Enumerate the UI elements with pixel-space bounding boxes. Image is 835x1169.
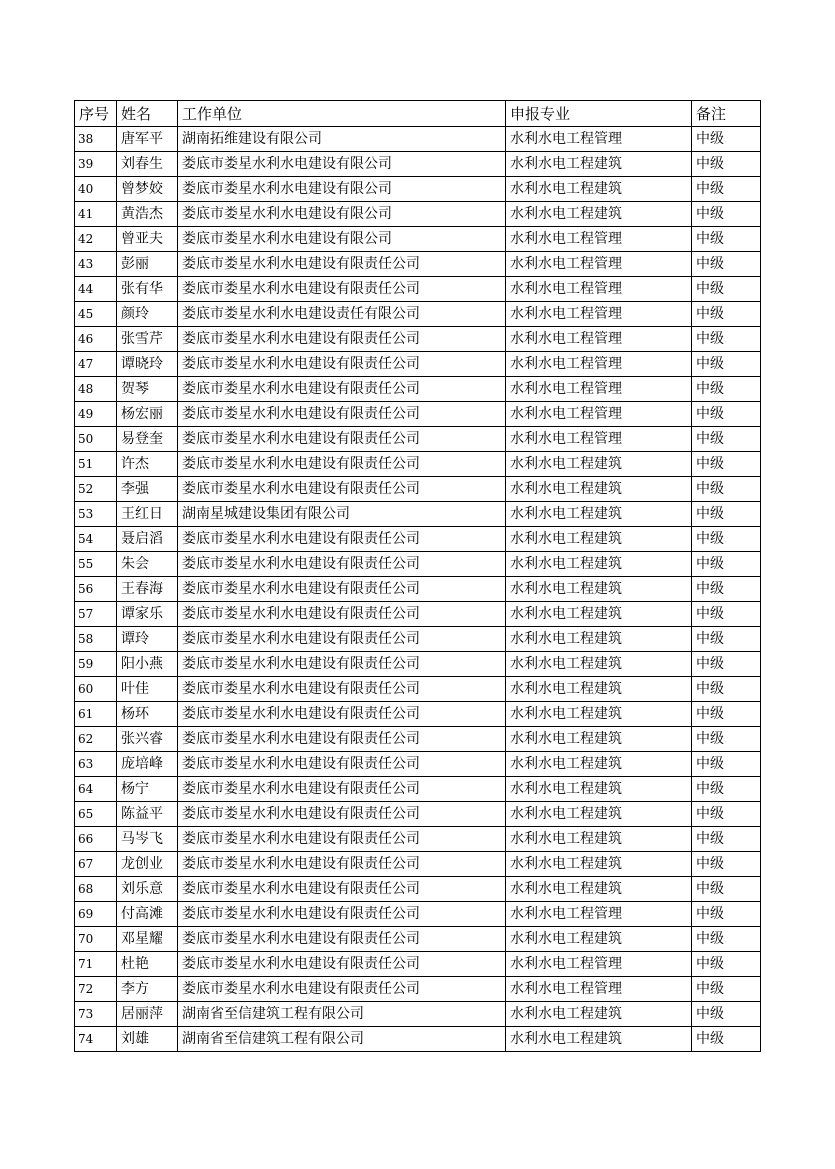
- cell-major: 水利水电工程建筑: [506, 177, 692, 202]
- cell-name: 马岑飞: [117, 827, 178, 852]
- cell-work-unit: 娄底市娄星水利水电建设有限责任公司: [178, 802, 506, 827]
- cell-remark: 中级: [692, 777, 761, 802]
- cell-number: 61: [75, 702, 117, 727]
- cell-name: 朱会: [117, 552, 178, 577]
- cell-number: 42: [75, 227, 117, 252]
- table-row: [75, 602, 761, 627]
- cell-number: 54: [75, 527, 117, 552]
- cell-remark: 中级: [692, 227, 761, 252]
- table-row: [75, 202, 761, 227]
- cell-work-unit: 娄底市娄星水利水电建设有限责任公司: [178, 602, 506, 627]
- cell-name: 陈益平: [117, 802, 178, 827]
- header-remark: 备注: [692, 101, 761, 127]
- header-major: 申报专业: [506, 101, 692, 127]
- cell-number: 71: [75, 952, 117, 977]
- table-row: [75, 777, 761, 802]
- cell-name: 庞培峰: [117, 752, 178, 777]
- cell-remark: 中级: [692, 452, 761, 477]
- cell-remark: 中级: [692, 727, 761, 752]
- cell-work-unit: 娄底市娄星水利水电建设有限责任公司: [178, 252, 506, 277]
- cell-remark: 中级: [692, 177, 761, 202]
- cell-remark: 中级: [692, 827, 761, 852]
- cell-name: 叶佳: [117, 677, 178, 702]
- table-row: [75, 902, 761, 927]
- cell-name: 龙创业: [117, 852, 178, 877]
- table-row: [75, 252, 761, 277]
- cell-remark: 中级: [692, 852, 761, 877]
- cell-work-unit: 娄底市娄星水利水电建设有限公司: [178, 227, 506, 252]
- cell-remark: 中级: [692, 427, 761, 452]
- table-row: [75, 927, 761, 952]
- cell-remark: 中级: [692, 752, 761, 777]
- cell-work-unit: 娄底市娄星水利水电建设有限责任公司: [178, 752, 506, 777]
- cell-number: 45: [75, 302, 117, 327]
- cell-work-unit: 湖南拓维建设有限公司: [178, 127, 506, 152]
- cell-name: 王春海: [117, 577, 178, 602]
- table-row: [75, 827, 761, 852]
- cell-name: 黄浩杰: [117, 202, 178, 227]
- table-row: [75, 452, 761, 477]
- cell-remark: 中级: [692, 977, 761, 1002]
- cell-name: 颜玲: [117, 302, 178, 327]
- cell-number: 49: [75, 402, 117, 427]
- cell-work-unit: 娄底市娄星水利水电建设有限责任公司: [178, 402, 506, 427]
- cell-work-unit: 娄底市娄星水利水电建设有限责任公司: [178, 877, 506, 902]
- cell-remark: 中级: [692, 127, 761, 152]
- cell-name: 王红日: [117, 502, 178, 527]
- cell-number: 46: [75, 327, 117, 352]
- table-row: [75, 402, 761, 427]
- cell-major: 水利水电工程管理: [506, 427, 692, 452]
- cell-remark: 中级: [692, 952, 761, 977]
- table-row: [75, 577, 761, 602]
- cell-work-unit: 湖南省至信建筑工程有限公司: [178, 1002, 506, 1027]
- cell-remark: 中级: [692, 152, 761, 177]
- cell-major: 水利水电工程建筑: [506, 877, 692, 902]
- table-row: [75, 127, 761, 152]
- cell-major: 水利水电工程建筑: [506, 652, 692, 677]
- cell-name: 付高滩: [117, 902, 178, 927]
- cell-number: 64: [75, 777, 117, 802]
- cell-remark: 中级: [692, 877, 761, 902]
- applicant-table: [74, 100, 761, 1052]
- table-row: [75, 652, 761, 677]
- table-row: [75, 702, 761, 727]
- header-work-unit: 工作单位: [178, 101, 506, 127]
- cell-remark: 中级: [692, 277, 761, 302]
- cell-remark: 中级: [692, 477, 761, 502]
- cell-work-unit: 娄底市娄星水利水电建设有限责任公司: [178, 327, 506, 352]
- cell-remark: 中级: [692, 1002, 761, 1027]
- cell-major: 水利水电工程管理: [506, 352, 692, 377]
- cell-name: 杨宏丽: [117, 402, 178, 427]
- cell-number: 56: [75, 577, 117, 602]
- cell-remark: 中级: [692, 702, 761, 727]
- cell-number: 41: [75, 202, 117, 227]
- table-row: [75, 352, 761, 377]
- cell-name: 曾梦姣: [117, 177, 178, 202]
- table-row: [75, 627, 761, 652]
- cell-remark: 中级: [692, 552, 761, 577]
- cell-number: 44: [75, 277, 117, 302]
- cell-number: 74: [75, 1027, 117, 1052]
- cell-major: 水利水电工程建筑: [506, 527, 692, 552]
- cell-name: 彭丽: [117, 252, 178, 277]
- table-row: [75, 952, 761, 977]
- cell-remark: 中级: [692, 352, 761, 377]
- cell-number: 65: [75, 802, 117, 827]
- table-row: [75, 752, 761, 777]
- cell-name: 刘春生: [117, 152, 178, 177]
- cell-remark: 中级: [692, 327, 761, 352]
- cell-major: 水利水电工程管理: [506, 277, 692, 302]
- cell-number: 60: [75, 677, 117, 702]
- cell-major: 水利水电工程建筑: [506, 727, 692, 752]
- cell-number: 62: [75, 727, 117, 752]
- table-row: [75, 552, 761, 577]
- cell-remark: 中级: [692, 377, 761, 402]
- table-row: [75, 177, 761, 202]
- cell-major: 水利水电工程建筑: [506, 1002, 692, 1027]
- cell-major: 水利水电工程建筑: [506, 602, 692, 627]
- cell-work-unit: 娄底市娄星水利水电建设有限公司: [178, 152, 506, 177]
- cell-name: 杜艳: [117, 952, 178, 977]
- cell-remark: 中级: [692, 502, 761, 527]
- cell-work-unit: 娄底市娄星水利水电建设有限责任公司: [178, 952, 506, 977]
- cell-number: 68: [75, 877, 117, 902]
- table-row: [75, 1027, 761, 1052]
- cell-name: 张兴睿: [117, 727, 178, 752]
- cell-major: 水利水电工程建筑: [506, 927, 692, 952]
- table-row: [75, 377, 761, 402]
- cell-name: 杨环: [117, 702, 178, 727]
- cell-work-unit: 娄底市娄星水利水电建设有限责任公司: [178, 477, 506, 502]
- cell-work-unit: 娄底市娄星水利水电建设有限责任公司: [178, 527, 506, 552]
- cell-major: 水利水电工程建筑: [506, 827, 692, 852]
- cell-major: 水利水电工程管理: [506, 377, 692, 402]
- cell-work-unit: 娄底市娄星水利水电建设有限责任公司: [178, 852, 506, 877]
- cell-name: 居丽萍: [117, 1002, 178, 1027]
- table-body: [75, 127, 761, 1052]
- cell-major: 水利水电工程管理: [506, 127, 692, 152]
- header-number: 序号: [75, 101, 117, 127]
- cell-remark: 中级: [692, 202, 761, 227]
- cell-number: 66: [75, 827, 117, 852]
- cell-number: 52: [75, 477, 117, 502]
- cell-number: 57: [75, 602, 117, 627]
- cell-number: 73: [75, 1002, 117, 1027]
- cell-remark: 中级: [692, 927, 761, 952]
- cell-major: 水利水电工程管理: [506, 952, 692, 977]
- table-row: [75, 877, 761, 902]
- cell-major: 水利水电工程建筑: [506, 502, 692, 527]
- cell-number: 40: [75, 177, 117, 202]
- cell-work-unit: 娄底市娄星水利水电建设有限责任公司: [178, 452, 506, 477]
- table-header-row: [75, 101, 761, 127]
- cell-work-unit: 娄底市娄星水利水电建设有限责任公司: [178, 652, 506, 677]
- cell-name: 杨宁: [117, 777, 178, 802]
- cell-number: 59: [75, 652, 117, 677]
- cell-remark: 中级: [692, 527, 761, 552]
- cell-number: 70: [75, 927, 117, 952]
- cell-work-unit: 娄底市娄星水利水电建设有限责任公司: [178, 777, 506, 802]
- cell-name: 易登奎: [117, 427, 178, 452]
- cell-work-unit: 娄底市娄星水利水电建设有限责任公司: [178, 727, 506, 752]
- cell-number: 51: [75, 452, 117, 477]
- cell-name: 曾亚夫: [117, 227, 178, 252]
- cell-number: 53: [75, 502, 117, 527]
- cell-major: 水利水电工程建筑: [506, 702, 692, 727]
- cell-major: 水利水电工程建筑: [506, 1027, 692, 1052]
- cell-major: 水利水电工程建筑: [506, 152, 692, 177]
- cell-major: 水利水电工程建筑: [506, 577, 692, 602]
- cell-work-unit: 娄底市娄星水利水电建设有限公司: [178, 177, 506, 202]
- cell-work-unit: 娄底市娄星水利水电建设有限责任公司: [178, 702, 506, 727]
- cell-name: 谭家乐: [117, 602, 178, 627]
- table-row: [75, 802, 761, 827]
- cell-name: 阳小燕: [117, 652, 178, 677]
- cell-number: 48: [75, 377, 117, 402]
- cell-remark: 中级: [692, 577, 761, 602]
- header-name: 姓名: [117, 101, 178, 127]
- cell-remark: 中级: [692, 1027, 761, 1052]
- cell-major: 水利水电工程建筑: [506, 477, 692, 502]
- cell-name: 张雪芹: [117, 327, 178, 352]
- cell-major: 水利水电工程建筑: [506, 452, 692, 477]
- cell-major: 水利水电工程建筑: [506, 552, 692, 577]
- cell-remark: 中级: [692, 652, 761, 677]
- cell-number: 72: [75, 977, 117, 1002]
- table-row: [75, 227, 761, 252]
- table-row: [75, 427, 761, 452]
- table-row: [75, 277, 761, 302]
- cell-work-unit: 娄底市娄星水利水电建设有限责任公司: [178, 627, 506, 652]
- cell-work-unit: 娄底市娄星水利水电建设有限公司: [178, 202, 506, 227]
- cell-number: 43: [75, 252, 117, 277]
- cell-name: 刘雄: [117, 1027, 178, 1052]
- cell-name: 贺琴: [117, 377, 178, 402]
- cell-work-unit: 娄底市娄星水利水电建设有限责任公司: [178, 902, 506, 927]
- cell-major: 水利水电工程建筑: [506, 802, 692, 827]
- cell-name: 李强: [117, 477, 178, 502]
- cell-work-unit: 娄底市娄星水利水电建设责任有限公司: [178, 302, 506, 327]
- cell-work-unit: 湖南省至信建筑工程有限公司: [178, 1027, 506, 1052]
- table-row: [75, 1002, 761, 1027]
- cell-remark: 中级: [692, 402, 761, 427]
- cell-work-unit: 娄底市娄星水利水电建设有限责任公司: [178, 677, 506, 702]
- cell-number: 38: [75, 127, 117, 152]
- table-row: [75, 852, 761, 877]
- cell-number: 39: [75, 152, 117, 177]
- cell-major: 水利水电工程建筑: [506, 852, 692, 877]
- cell-remark: 中级: [692, 627, 761, 652]
- cell-major: 水利水电工程建筑: [506, 202, 692, 227]
- cell-name: 谭玲: [117, 627, 178, 652]
- table-row: [75, 152, 761, 177]
- cell-number: 69: [75, 902, 117, 927]
- cell-number: 47: [75, 352, 117, 377]
- cell-major: 水利水电工程管理: [506, 977, 692, 1002]
- cell-name: 邓星耀: [117, 927, 178, 952]
- cell-remark: 中级: [692, 252, 761, 277]
- cell-name: 张有华: [117, 277, 178, 302]
- cell-major: 水利水电工程管理: [506, 327, 692, 352]
- cell-major: 水利水电工程建筑: [506, 777, 692, 802]
- cell-remark: 中级: [692, 302, 761, 327]
- cell-name: 许杰: [117, 452, 178, 477]
- cell-work-unit: 娄底市娄星水利水电建设有限责任公司: [178, 552, 506, 577]
- cell-work-unit: 娄底市娄星水利水电建设有限责任公司: [178, 377, 506, 402]
- table-row: [75, 527, 761, 552]
- cell-number: 58: [75, 627, 117, 652]
- cell-remark: 中级: [692, 677, 761, 702]
- cell-major: 水利水电工程建筑: [506, 677, 692, 702]
- cell-major: 水利水电工程管理: [506, 252, 692, 277]
- cell-work-unit: 娄底市娄星水利水电建设有限责任公司: [178, 277, 506, 302]
- cell-name: 刘乐意: [117, 877, 178, 902]
- cell-number: 67: [75, 852, 117, 877]
- cell-major: 水利水电工程管理: [506, 302, 692, 327]
- cell-work-unit: 娄底市娄星水利水电建设有限责任公司: [178, 427, 506, 452]
- cell-major: 水利水电工程管理: [506, 902, 692, 927]
- cell-name: 聂启滔: [117, 527, 178, 552]
- cell-number: 63: [75, 752, 117, 777]
- cell-name: 谭晓玲: [117, 352, 178, 377]
- cell-remark: 中级: [692, 602, 761, 627]
- cell-remark: 中级: [692, 902, 761, 927]
- cell-work-unit: 娄底市娄星水利水电建设有限责任公司: [178, 827, 506, 852]
- table-row: [75, 327, 761, 352]
- cell-major: 水利水电工程管理: [506, 402, 692, 427]
- table-row: [75, 677, 761, 702]
- cell-name: 李方: [117, 977, 178, 1002]
- cell-number: 50: [75, 427, 117, 452]
- cell-name: 唐军平: [117, 127, 178, 152]
- cell-work-unit: 湖南星城建设集团有限公司: [178, 502, 506, 527]
- cell-major: 水利水电工程建筑: [506, 627, 692, 652]
- cell-major: 水利水电工程建筑: [506, 752, 692, 777]
- table-row: [75, 977, 761, 1002]
- cell-work-unit: 娄底市娄星水利水电建设有限责任公司: [178, 927, 506, 952]
- cell-major: 水利水电工程管理: [506, 227, 692, 252]
- table-row: [75, 477, 761, 502]
- cell-remark: 中级: [692, 802, 761, 827]
- cell-number: 55: [75, 552, 117, 577]
- cell-work-unit: 娄底市娄星水利水电建设有限责任公司: [178, 577, 506, 602]
- table-row: [75, 302, 761, 327]
- cell-work-unit: 娄底市娄星水利水电建设有限责任公司: [178, 352, 506, 377]
- cell-work-unit: 娄底市娄星水利水电建设有限责任公司: [178, 977, 506, 1002]
- table-row: [75, 502, 761, 527]
- table-row: [75, 727, 761, 752]
